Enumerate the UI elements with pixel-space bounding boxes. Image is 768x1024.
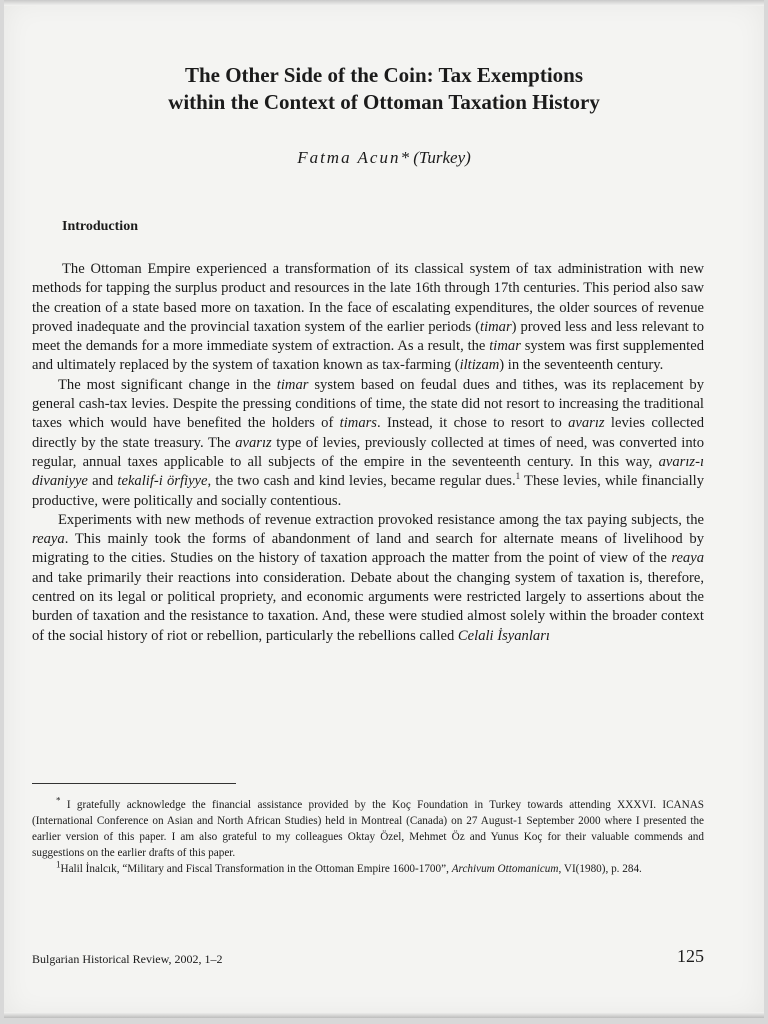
text-span: system was first supplemented and ultimately replaced by the system of taxation known as tax-farming (: [32, 338, 704, 374]
footnote-ref-1: 1: [515, 471, 521, 482]
footnote-mark: 1: [56, 859, 61, 870]
text-span: levies collected directly by the state treasury. The: [32, 415, 704, 451]
italic-term: avarız: [235, 434, 272, 451]
footnote-1: [32, 861, 704, 877]
scan-edge-bottom: [4, 1012, 764, 1018]
footnote-text: I gratefully acknowledge the financial assistance provided by the Koç Foundation in Turkey towards attending XXXVI. ICANAS (International Conference on Asian and North African Studies) held in Montreal (Canada) on 27 August-1 September 2000 where I presented the earlier version of this paper. I am also grateful to my colleagues Oktay Özel, Mehmet Öz and Yunus Koç for their valuable commends and suggestions on the earlier drafts of this paper.: [32, 799, 704, 859]
text-span: ) proved less and less relevant to meet the demands for a more immediate system of extraction. As a result, the: [32, 318, 705, 355]
italic-term: timars: [339, 415, 377, 432]
text-span: type of levies, previously collected at times of need, was converted into regular, annual taxes applicable to all subjects of the empire in the seventeenth century. In this way,: [32, 434, 704, 470]
body-text: [32, 260, 704, 646]
italic-term: avarız-ı divaniyye: [32, 453, 704, 490]
paragraph-2: [32, 376, 704, 511]
text-span: These levies, while financially productive, were politically and socially contentious.: [32, 473, 704, 509]
footnote-text: , VI(1980), p. 284.: [558, 863, 642, 875]
italic-term: reaya: [671, 550, 704, 567]
footnotes: [32, 797, 704, 877]
title-line-1: The Other Side of the Coin: Tax Exemptions: [184, 63, 584, 87]
footnote-mark: *: [56, 795, 61, 806]
italic-term: iltizam: [459, 357, 500, 374]
text-span: The most significant change in the: [58, 376, 277, 393]
footnote-italic: Archivum Ottomanicum: [451, 863, 559, 875]
article-title: [64, 62, 704, 116]
title-line-2: within the Context of Ottoman Taxation History: [168, 90, 600, 114]
text-span: and take primarily their reactions into consideration. Debate about the changing system of taxation is, therefore, centred on its legal or political propriety, and economic arguments were restricted largely to assertions about the burden of taxation and the resistance to taxation. And, these were studied almost solely within the broader context of the social history of riot or rebellion, particularly the rebellions called: [32, 569, 704, 644]
scanned-page: [4, 0, 764, 1018]
italic-term: timar: [480, 318, 512, 335]
text-span: , the two cash and kind levies, became regular dues.: [207, 473, 516, 490]
journal-citation: Bulgarian Historical Review, 2002, 1–2: [32, 952, 223, 966]
page-footer: [32, 946, 704, 970]
text-span: ) in the seventeenth century.: [499, 357, 664, 374]
footnote-text: Halil İnalcık, “Military and Fiscal Transformation in the Ottoman Empire 1600-1700”,: [60, 863, 452, 875]
scan-edge-top: [4, 0, 764, 6]
italic-term: Celali İsyanları: [457, 627, 550, 644]
italic-term: reaya: [32, 531, 65, 548]
italic-term: tekalif-i örfiyye: [117, 473, 208, 490]
text-span: . Instead, it chose to resort to: [376, 415, 569, 432]
italic-term: avarız: [568, 415, 605, 432]
footnote-divider: [32, 783, 236, 784]
text-span: Experiments with new methods of revenue extraction provoked resistance among the tax paying subjects, the: [58, 511, 704, 528]
italic-term: timar: [489, 338, 521, 355]
author-line: [64, 148, 704, 168]
text-span: The Ottoman Empire experienced a transformation of its classical system of tax administration with new methods for tapping the surplus product and resources in the late 16th through 17th centuries. This period also saw the creation of a state based more on taxation. In the face of escalating expenditures, the older sources of revenue proved inadequate and the provincial taxation system of the earlier periods (: [32, 261, 704, 335]
author-name: Fatma Acun: [297, 148, 401, 167]
text-span: and: [87, 473, 118, 490]
author-note: * (Turkey): [400, 148, 471, 167]
section-heading: Introduction: [62, 219, 138, 234]
footnote-star: [32, 797, 704, 861]
page-number: 125: [677, 946, 704, 966]
text-span: . This mainly took the forms of abandonment of land and search for alternate means of livelihood by migrating to the cities. Studies on the history of taxation approach the matter from the point of view of the: [32, 531, 704, 567]
text-span: system based on feudal dues and tithes, was its replacement by general cash-tax levies. Despite the pressing conditions of time, the state did not resort to increasing the traditional taxes which would have benefited the holders of: [32, 376, 704, 432]
paragraph-3: [32, 511, 704, 646]
italic-term: timar: [276, 376, 309, 393]
paragraph-1: [32, 260, 704, 376]
